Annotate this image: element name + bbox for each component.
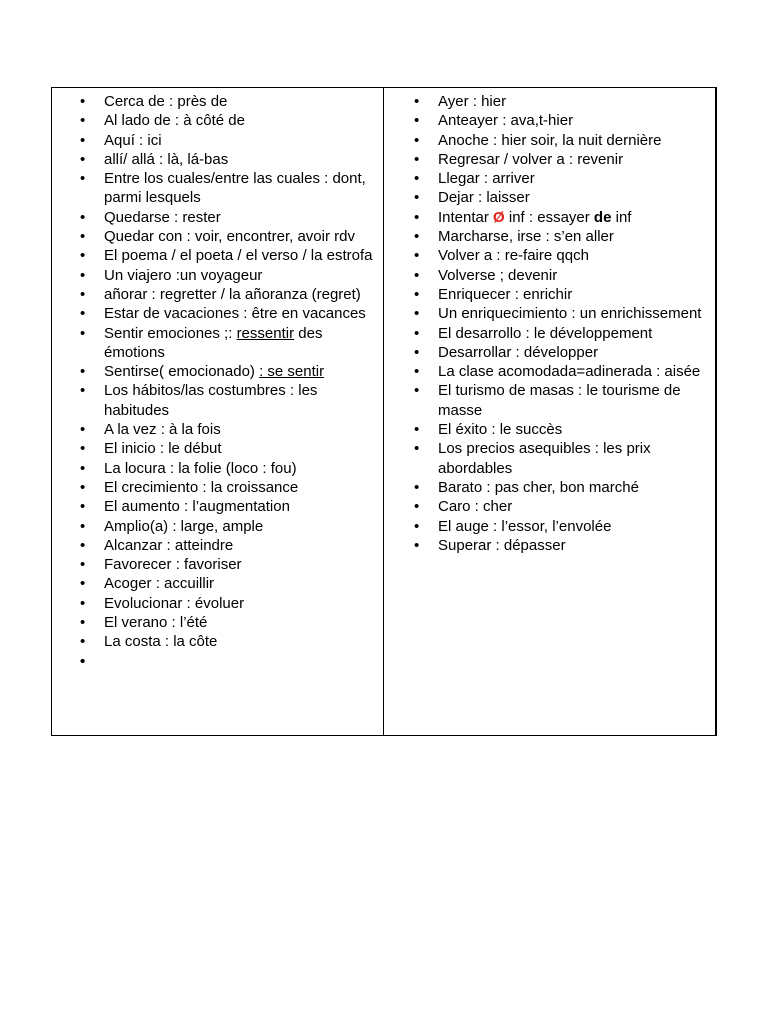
vocab-item: • El éxito : le succès (414, 420, 714, 439)
vocab-item: • El desarrollo : le développement (414, 324, 714, 343)
vocab-item: • El verano : l’été (80, 613, 380, 632)
vocab-item: • Caro : cher (414, 497, 714, 516)
vocab-item (80, 362, 380, 381)
vocab-item: • El turismo de masas : le tourisme de masse (414, 381, 714, 420)
vocab-item: • El poema / el poeta / el verso / la estrofa (80, 246, 380, 265)
vocab-text-part: Sentirse( emocionado) (104, 363, 260, 381)
vocab-item: • Los hábitos/las costumbres : les habitudes (80, 381, 380, 420)
vocab-item: • El crecimiento : la croissance (80, 478, 380, 497)
vocab-item: • Ayer : hier (414, 92, 714, 111)
vocab-item: • El inicio : le début (80, 439, 380, 458)
vocab-item: • Alcanzar : atteindre (80, 536, 380, 555)
right-vocab-list (414, 92, 714, 555)
vocab-item: • Un enriquecimiento : un enrichissement (414, 304, 714, 323)
vocab-item: • Marcharse, irse : s’en aller (414, 227, 714, 246)
vocab-item: • El auge : l’essor, l’envolée (414, 517, 714, 536)
vocab-item: • Volver a : re-faire qqch (414, 246, 714, 265)
vocab-text-part: des émotions (104, 324, 323, 361)
vocab-item: • Quedarse : rester (80, 208, 380, 227)
vocab-text-part: inf (611, 208, 632, 226)
vocab-text-part: Intentar (438, 208, 494, 226)
vocab-item: • Evolucionar : évoluer (80, 594, 380, 613)
vocab-item: • Superar : dépasser (414, 536, 714, 555)
vocab-item: • Regresar / volver a : revenir (414, 150, 714, 169)
vocab-text-part: ressentir (236, 324, 295, 342)
vocab-item: • Amplio(a) : large, ample (80, 517, 380, 536)
vocab-item: • Barato : pas cher, bon marché (414, 478, 714, 497)
vocab-text-part: de (593, 208, 612, 226)
vocab-item: • Quedar con : voir, encontrer, avoir rdv (80, 227, 380, 246)
vocab-item (80, 324, 380, 363)
vocab-item: • Anoche : hier soir, la nuit dernière (414, 131, 714, 150)
vocab-item: • Al lado de : à côté de (80, 111, 380, 130)
vocab-item: • añorar : regretter / la añoranza (regret) (80, 285, 380, 304)
vocab-item: • El aumento : l’augmentation (80, 497, 380, 516)
vocab-item: • Estar de vacaciones : être en vacances (80, 304, 380, 323)
vocab-text-part: inf : essayer (504, 208, 594, 226)
vocab-item: • Un viajero :un voyageur (80, 266, 380, 285)
vocab-text-part: Ø (493, 208, 505, 226)
vocab-item: • Enriquecer : enrichir (414, 285, 714, 304)
vocab-item: • Desarrollar : développer (414, 343, 714, 362)
left-vocab-list (80, 92, 380, 652)
vocab-item: • Anteayer : ava,t-hier (414, 111, 714, 130)
vocab-item: • La clase acomodada=adinerada : aisée (414, 362, 714, 381)
vocab-text-part: Sentir emociones ;: (104, 324, 237, 342)
vocab-item: • La locura : la folie (loco : fou) (80, 459, 380, 478)
vocab-item: • La costa : la côte (80, 632, 380, 651)
vocab-item: • Favorecer : favoriser (80, 555, 380, 574)
vocab-item (414, 208, 714, 227)
vocab-item: • Dejar : laisser (414, 188, 714, 207)
vocab-item: • Cerca de : près de (80, 92, 380, 111)
vocabulary-table (51, 87, 717, 736)
right-column (384, 88, 716, 735)
vocab-text-part: : se sentir (259, 363, 325, 381)
vocab-item: • Llegar : arriver (414, 169, 714, 188)
left-column (52, 88, 384, 735)
vocab-item: • Los precios asequibles : les prix abordables (414, 439, 714, 478)
vocab-item: • Aquí : ici (80, 131, 380, 150)
vocab-item: • allí/ allá : là, lá-bas (80, 150, 380, 169)
vocab-item: • Acoger : accuillir (80, 574, 380, 593)
vocab-item: • Volverse ; devenir (414, 266, 714, 285)
vocab-item: • A la vez : à la fois (80, 420, 380, 439)
vocab-item: • Entre los cuales/entre las cuales : dont, parmi lesquels (80, 169, 380, 208)
